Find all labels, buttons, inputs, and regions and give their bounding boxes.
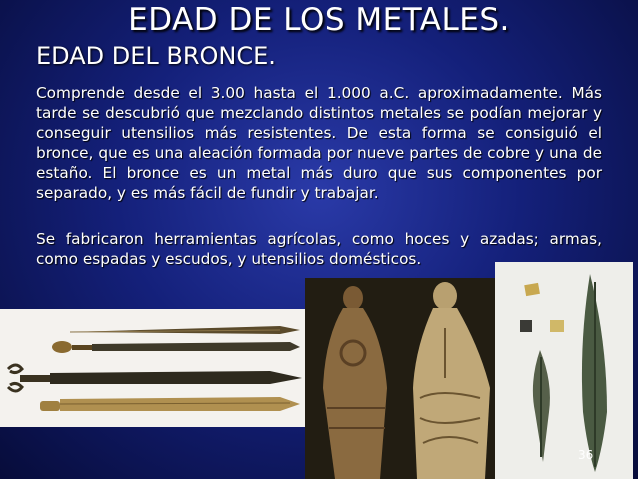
bronze-spearheads-photo	[495, 262, 633, 479]
paragraph-intro: Comprende desde el 3.00 hasta el 1.000 a.C. aproximadamente. Más tarde se descubrió que mezclando distintos metales se podían mejorar y conseguir utensilios más resistentes. De esta forma se consiguió el bronce, que es una aleación formada por nueve partes de cobre y una de estaño. El bronce es un metal más duro que sus componentes por separado, y es más fácil de fundir y trabajar.	[36, 84, 602, 202]
paragraph-tools: Se fabricaron herramientas agrícolas, como hoces y azadas; armas, como espadas y escudos, y utensilios domésticos.	[36, 230, 602, 268]
slide-subtitle: EDAD DEL BRONCE.	[36, 42, 276, 70]
bronze-swords-photo	[0, 309, 305, 427]
slide-number: 36	[578, 448, 594, 462]
bronze-bell-idols-photo	[305, 278, 495, 479]
slide-title: EDAD DE LOS METALES.	[128, 2, 510, 38]
